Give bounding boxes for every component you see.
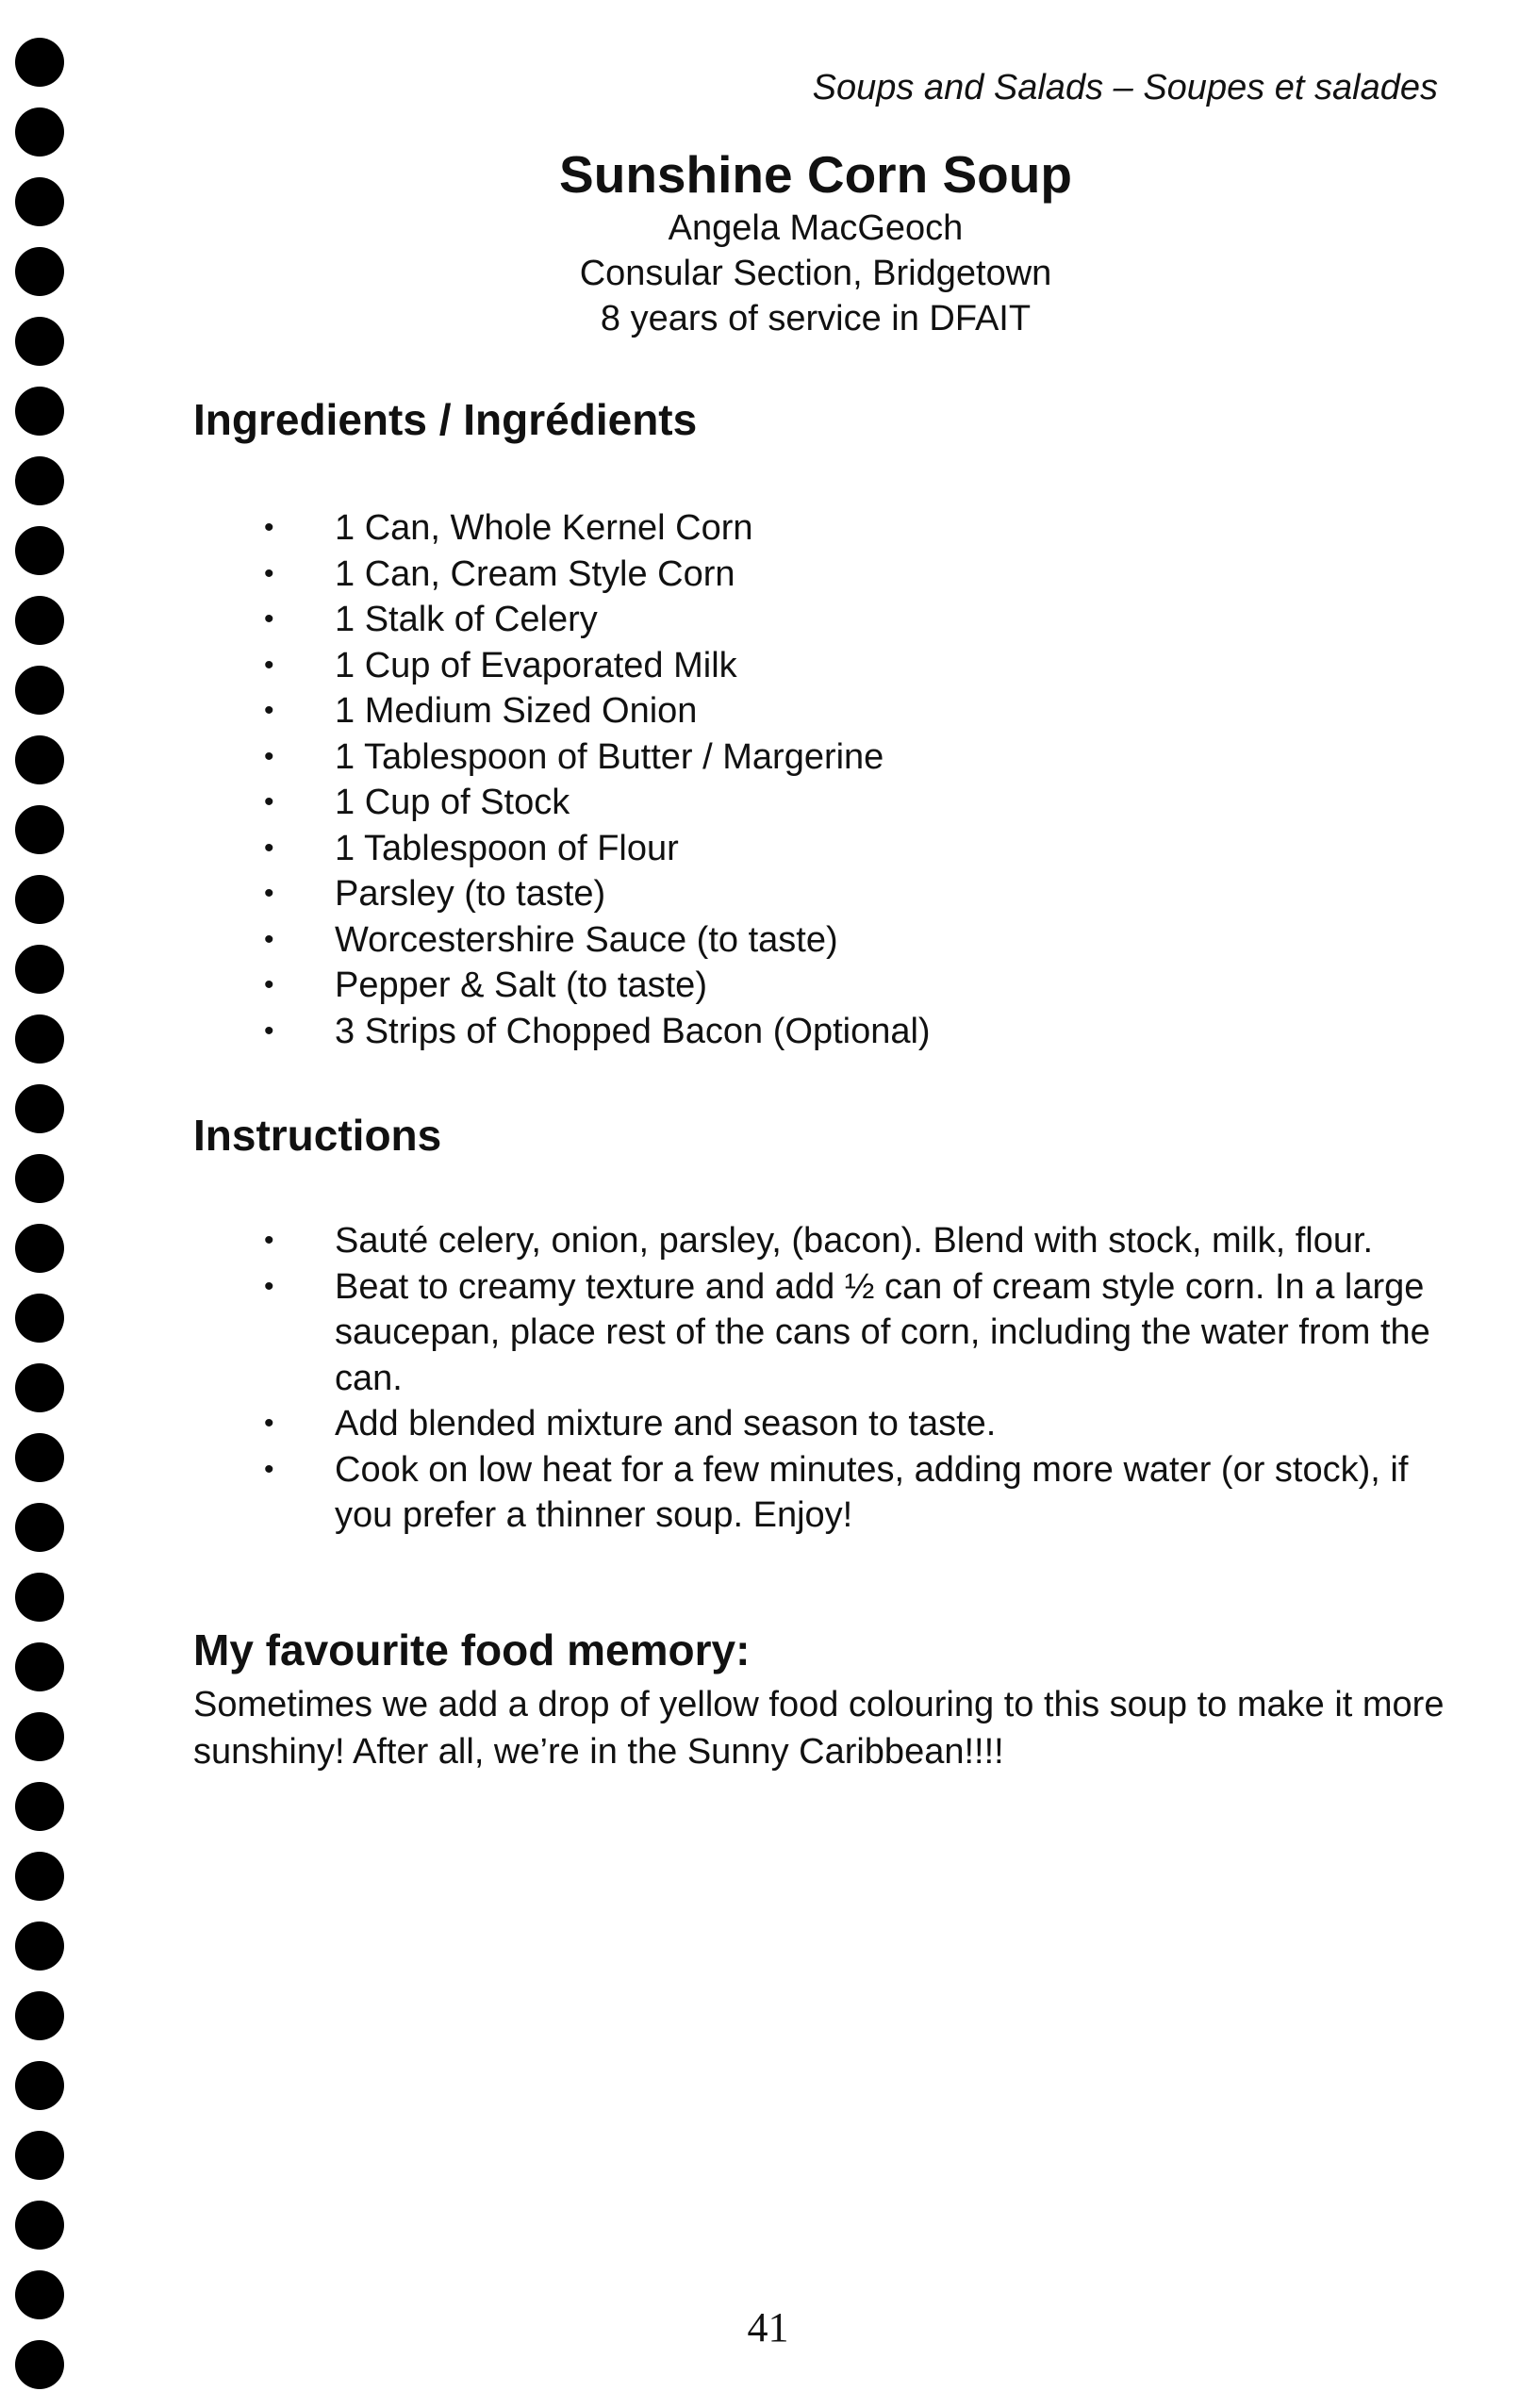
list-item <box>264 688 1433 734</box>
memory-text: Sometimes we add a drop of yellow food colouring to this soup to make it more sunshiny! After all, we’re in the Sunny Caribbean!!!! <box>193 1685 1445 1772</box>
bullet-icon: • <box>264 557 274 589</box>
instruction-text: Add blended mixture and season to taste. <box>335 1404 997 1443</box>
list-item <box>264 1218 1433 1264</box>
list-item <box>264 780 1433 826</box>
instruction-text: Cook on low heat for a few minutes, adding more water (or stock), if you prefer a thinner soup. Enjoy! <box>335 1449 1409 1535</box>
instruction-text: Sauté celery, onion, parsley, (bacon). Blend with stock, milk, flour. <box>335 1221 1374 1261</box>
list-item <box>264 1401 1433 1447</box>
ingredient-text: Worcestershire Sauce (to taste) <box>335 919 838 960</box>
instructions-heading: Instructions <box>193 1111 442 1160</box>
list-item <box>264 505 1433 552</box>
ingredient-text: 1 Can, Whole Kernel Corn <box>335 508 753 548</box>
ingredients-heading: Ingredients / Ingrédients <box>193 395 698 444</box>
list-item <box>264 1009 1433 1055</box>
ingredient-text: 1 Can, Cream Style Corn <box>335 553 735 594</box>
list-item <box>264 826 1433 872</box>
bullet-icon: • <box>264 1453 274 1485</box>
recipe-title: Sunshine Corn Soup <box>559 145 1072 204</box>
bullet-icon: • <box>264 649 274 681</box>
list-item <box>264 1447 1433 1539</box>
ingredient-text: Pepper & Salt (to taste) <box>335 965 707 1005</box>
list-item <box>264 871 1433 917</box>
list-item <box>264 917 1433 964</box>
instruction-text: Beat to creamy texture and add ½ can of cream style corn. In a large saucepan, place rest of the cans of corn, including the water from the can. <box>335 1266 1430 1398</box>
list-item <box>264 734 1433 781</box>
list-item <box>264 963 1433 1009</box>
ingredient-text: 1 Medium Sized Onion <box>335 691 698 731</box>
recipe-author: Angela MacGeoch <box>668 208 964 248</box>
ingredient-text: 1 Stalk of Celery <box>335 600 598 639</box>
bullet-icon: • <box>264 1270 274 1302</box>
bullet-icon: • <box>264 786 274 817</box>
ingredient-text: 1 Tablespoon of Butter / Margerine <box>335 736 884 777</box>
bullet-icon: • <box>264 740 274 772</box>
bullet-icon: • <box>264 512 274 543</box>
ingredient-text: 1 Cup of Evaporated Milk <box>335 645 737 685</box>
ingredients-list <box>264 505 1433 1054</box>
bullet-icon: • <box>264 1225 274 1256</box>
ingredient-text: 1 Cup of Stock <box>335 783 570 822</box>
list-item <box>264 643 1433 689</box>
recipe-title-block <box>495 143 1136 341</box>
bullet-icon: • <box>264 832 274 864</box>
ingredient-text: 3 Strips of Chopped Bacon (Optional) <box>335 1011 931 1051</box>
ingredient-text: 1 Tablespoon of Flour <box>335 828 679 868</box>
ingredient-text: Parsley (to taste) <box>335 874 606 914</box>
recipe-author-service: 8 years of service in DFAIT <box>600 299 1032 338</box>
list-item <box>264 1264 1433 1402</box>
bullet-icon: • <box>264 1408 274 1439</box>
memory-heading: My favourite food memory: <box>193 1625 751 1674</box>
instructions-list <box>264 1218 1433 1539</box>
bullet-icon: • <box>264 603 274 635</box>
bullet-icon: • <box>264 878 274 909</box>
page-number: 41 <box>747 2304 789 2350</box>
bullet-icon: • <box>264 695 274 726</box>
bullet-icon: • <box>264 1014 274 1047</box>
bullet-icon: • <box>264 923 274 955</box>
running-header: Soups and Salads – Soupes et salades <box>812 68 1438 107</box>
list-item <box>264 597 1433 643</box>
bullet-icon: • <box>264 969 274 1000</box>
list-item <box>264 552 1433 598</box>
recipe-author-section: Consular Section, Bridgetown <box>579 254 1052 293</box>
